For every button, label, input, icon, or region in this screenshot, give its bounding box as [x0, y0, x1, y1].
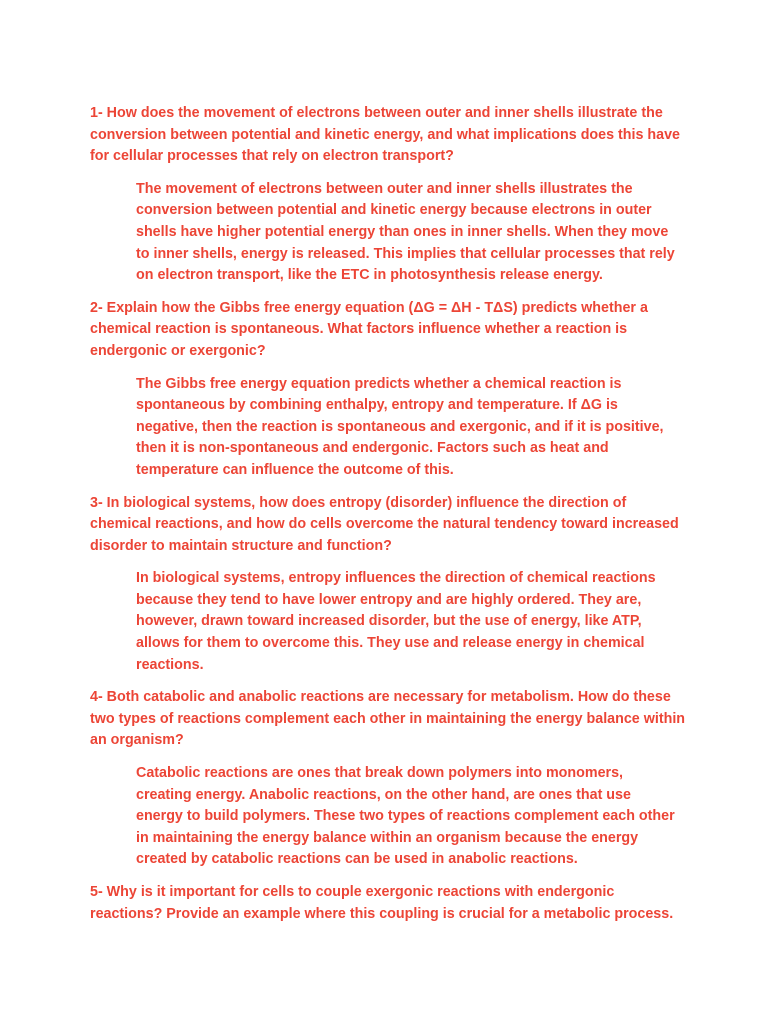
question-3: 3- In biological systems, how does entropy (disorder) influence the direction of chemical reactions, and how do cells overcome the natural tendency toward increased disorder to maintain structure and function? — [90, 494, 679, 554]
answer-1: The movement of electrons between outer and inner shells illustrates the conversion between potential and kinetic energy because electrons in outer shells have higher potential energy than ones in inner shells. When they move to inner shells, energy is released. This implies that cellular processes that rely on electron transport, like the ETC in photosynthesis release energy. — [136, 180, 675, 284]
question-2: 2- Explain how the Gibbs free energy equation (ΔG = ΔH - TΔS) predicts whether a chemical reaction is spontaneous. What factors influence whether a reaction is endergonic or exergonic? — [90, 299, 648, 359]
question-1: 1- How does the movement of electrons between outer and inner shells illustrate the conversion between potential and kinetic energy, and what implications does this have for cellular processes that rely on electron transport? — [90, 105, 681, 165]
document-page — [90, 103, 690, 936]
question-5: 5- Why is it important for cells to couple exergonic reactions with endergonic reactions? Provide an example where this coupling is crucial for a metabolic process. — [90, 884, 674, 922]
answer-3: In biological systems, entropy influences the direction of chemical reactions because they tend to have lower entropy and are highly ordered. They are, however, drawn toward increased disorder, but the use of energy, like ATP, allows for them to overcome this. They use and release energy in chemical reactions. — [136, 570, 656, 673]
answer-4: Catabolic reactions are ones that break down polymers into monomers, creating energy. Anabolic reactions, on the other hand, are ones that use energy to build polymers. These two types of reactions complement each other in maintaining the energy balance within an organism because the energy created by catabolic reactions can be used in anabolic reactions. — [136, 765, 675, 868]
answer-2: The Gibbs free energy equation predicts whether a chemical reaction is spontaneous by combining enthalpy, entropy and temperature. If ΔG is negative, then the reaction is spontaneous and exergonic, and if it is positive, then it is non-spontaneous and endergonic. Factors such as heat and temperature can influence the outcome of this. — [136, 375, 664, 478]
question-4: 4- Both catabolic and anabolic reactions are necessary for metabolism. How do these two types of reactions complement each other in maintaining the energy balance within an organism? — [90, 689, 686, 749]
